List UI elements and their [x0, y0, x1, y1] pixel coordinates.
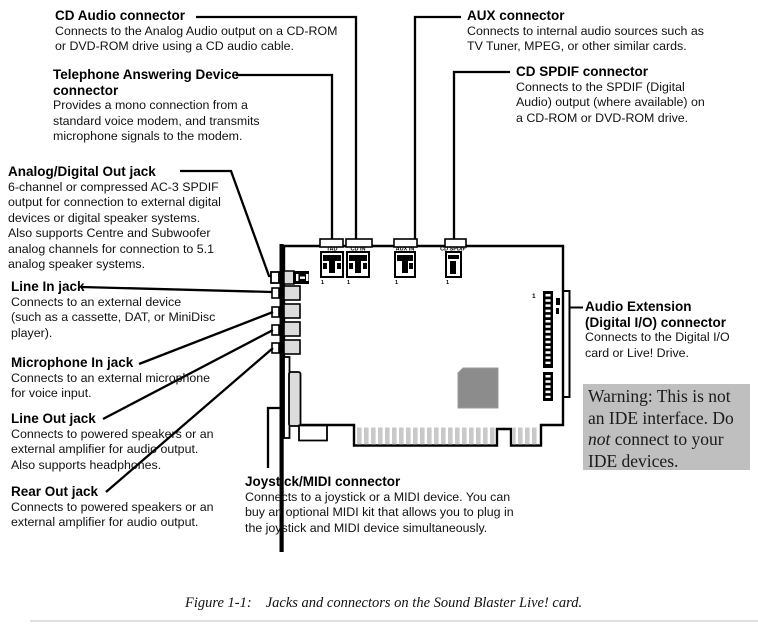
microphone-in-jack: [272, 304, 300, 318]
figure-caption-label: Figure 1-1:: [185, 595, 252, 611]
callout-mic-in: [11, 355, 210, 402]
rear-out-jack: [272, 340, 300, 354]
analog-digital-out-jack: [271, 271, 309, 284]
warning-line-rest: connect to your: [610, 429, 724, 449]
callout-joystick-midi: [245, 474, 514, 536]
callout-analog-digital-out: [8, 164, 221, 273]
warning-emphasis: not: [588, 429, 611, 449]
cd-spdif-label: CD SPDIF: [440, 246, 466, 253]
callout-body-line: Connects to powered speakers or an: [11, 426, 214, 441]
callout-body-line: a CD-ROM or DVD-ROM drive.: [516, 110, 689, 125]
callout-title: Line In jack: [11, 279, 85, 294]
warning-line: IDE devices.: [588, 450, 679, 471]
callout-body-line: Also supports Centre and Subwoofer: [8, 226, 211, 241]
callout-body-line: Connects to an external device: [11, 294, 182, 309]
warning-line: Warning: This is not: [588, 386, 731, 406]
callout-audio-extension: [585, 299, 730, 361]
cd-spdif-pin1: 1: [446, 280, 450, 286]
callout-title: CD Audio connector: [55, 8, 185, 23]
callout-aux: [467, 8, 704, 55]
callout-body-line: or DVD-ROM drive using a CD audio cable.: [55, 39, 294, 54]
callout-line-out: [11, 411, 214, 473]
callout-body-line: Connects to an external microphone: [11, 370, 211, 385]
warning-line: [588, 429, 750, 451]
callout-body-line: Connects to a joystick or a MIDI device. You can: [245, 489, 511, 504]
callout-body-line: Connects to the Analog Audio output on a CD-ROM: [55, 23, 338, 38]
callout-title: connector: [53, 82, 119, 98]
callout-body-line: for voice input.: [11, 386, 92, 401]
callout-body-line: Provides a mono connection from a: [53, 98, 248, 112]
callout-body-line: Connects to powered speakers or an: [11, 499, 214, 514]
ide-warning-box: [583, 384, 750, 470]
callout-body-line: Connects to internal audio sources such as: [467, 23, 704, 38]
callout-body-line: (such as a cassette, DAT, or MiniDisc: [11, 310, 216, 325]
callout-body-line: devices or digital speaker systems.: [8, 210, 201, 225]
callout-body-line: TV Tuner, MPEG, or other similar cards.: [467, 39, 687, 54]
figure-caption: [185, 595, 582, 612]
callout-body-line: external amplifier for audio output.: [11, 442, 199, 457]
callout-body-line: player).: [11, 325, 53, 340]
callout-body-line: Also supports headphones.: [11, 457, 162, 472]
cd-in-pin1: 1: [347, 280, 351, 286]
callout-body-line: 6-channel or compressed AC-3 SPDIF: [8, 179, 219, 194]
callout-title: AUX connector: [467, 8, 565, 23]
warning-line: an IDE interface. Do: [588, 407, 734, 428]
callout-body-line: microphone signals to the modem.: [53, 129, 243, 144]
cd-in-label: CD IN: [350, 246, 366, 253]
tad-label: TAD: [326, 246, 338, 253]
line-out-jack: [272, 322, 300, 336]
callout-body-line: card or Live! Drive.: [585, 345, 689, 360]
callout-title: Microphone In jack: [11, 355, 134, 370]
aux-in-pin1: 1: [395, 280, 399, 286]
callout-title: Analog/Digital Out jack: [8, 164, 156, 179]
callout-body-line: analog speaker systems.: [8, 257, 146, 272]
callout-title: CD SPDIF connector: [516, 64, 649, 79]
callout-body-line: external amplifier for audio output.: [11, 515, 199, 530]
callout-tad: [53, 67, 260, 145]
page-bottom-rule: [30, 620, 758, 622]
callout-title: Line Out jack: [11, 411, 96, 426]
callout-cd-audio: [55, 8, 337, 55]
callout-body-line: Connects to the SPDIF (Digital: [516, 79, 685, 94]
cd-spdif-line: [454, 72, 510, 239]
audio-ext-pin1: 1: [532, 293, 536, 300]
callout-body-line: output for connection to external digital: [8, 195, 221, 210]
aux-in-label: AUX IN: [395, 246, 415, 253]
callout-body-line: analog channels for connection to 5.1: [8, 241, 214, 256]
callout-title: (Digital I/O) connector: [585, 314, 727, 330]
callout-body-line: standard voice modem, and transmits: [53, 113, 260, 128]
line-in-jack: [272, 286, 300, 300]
callout-rear-out: [11, 484, 214, 531]
callout-body-line: the joystick and MIDI device simultaneously.: [245, 520, 488, 535]
callout-cd-spdif: [516, 64, 705, 126]
pci-fingers-long: [356, 428, 496, 445]
tad-pin1: 1: [321, 280, 325, 286]
callout-body-line: Connects to the Digital I/O: [585, 330, 730, 344]
callout-title: Telephone Answering Device: [53, 67, 240, 82]
callout-title: Rear Out jack: [11, 484, 99, 499]
callout-line-in: [11, 279, 215, 341]
pci-fingers-short: [513, 428, 540, 445]
callout-body-line: Audio) output (where available) on: [516, 95, 705, 110]
callout-title: Joystick/MIDI connector: [245, 474, 401, 489]
audio-chip: [458, 368, 498, 408]
callout-title: Audio Extension: [585, 299, 692, 314]
figure-caption-text: Jacks and connectors on the Sound Blaster Live! card.: [265, 595, 583, 611]
callout-body-line: buy an optional MIDI kit that allows you to plug in: [245, 505, 514, 520]
